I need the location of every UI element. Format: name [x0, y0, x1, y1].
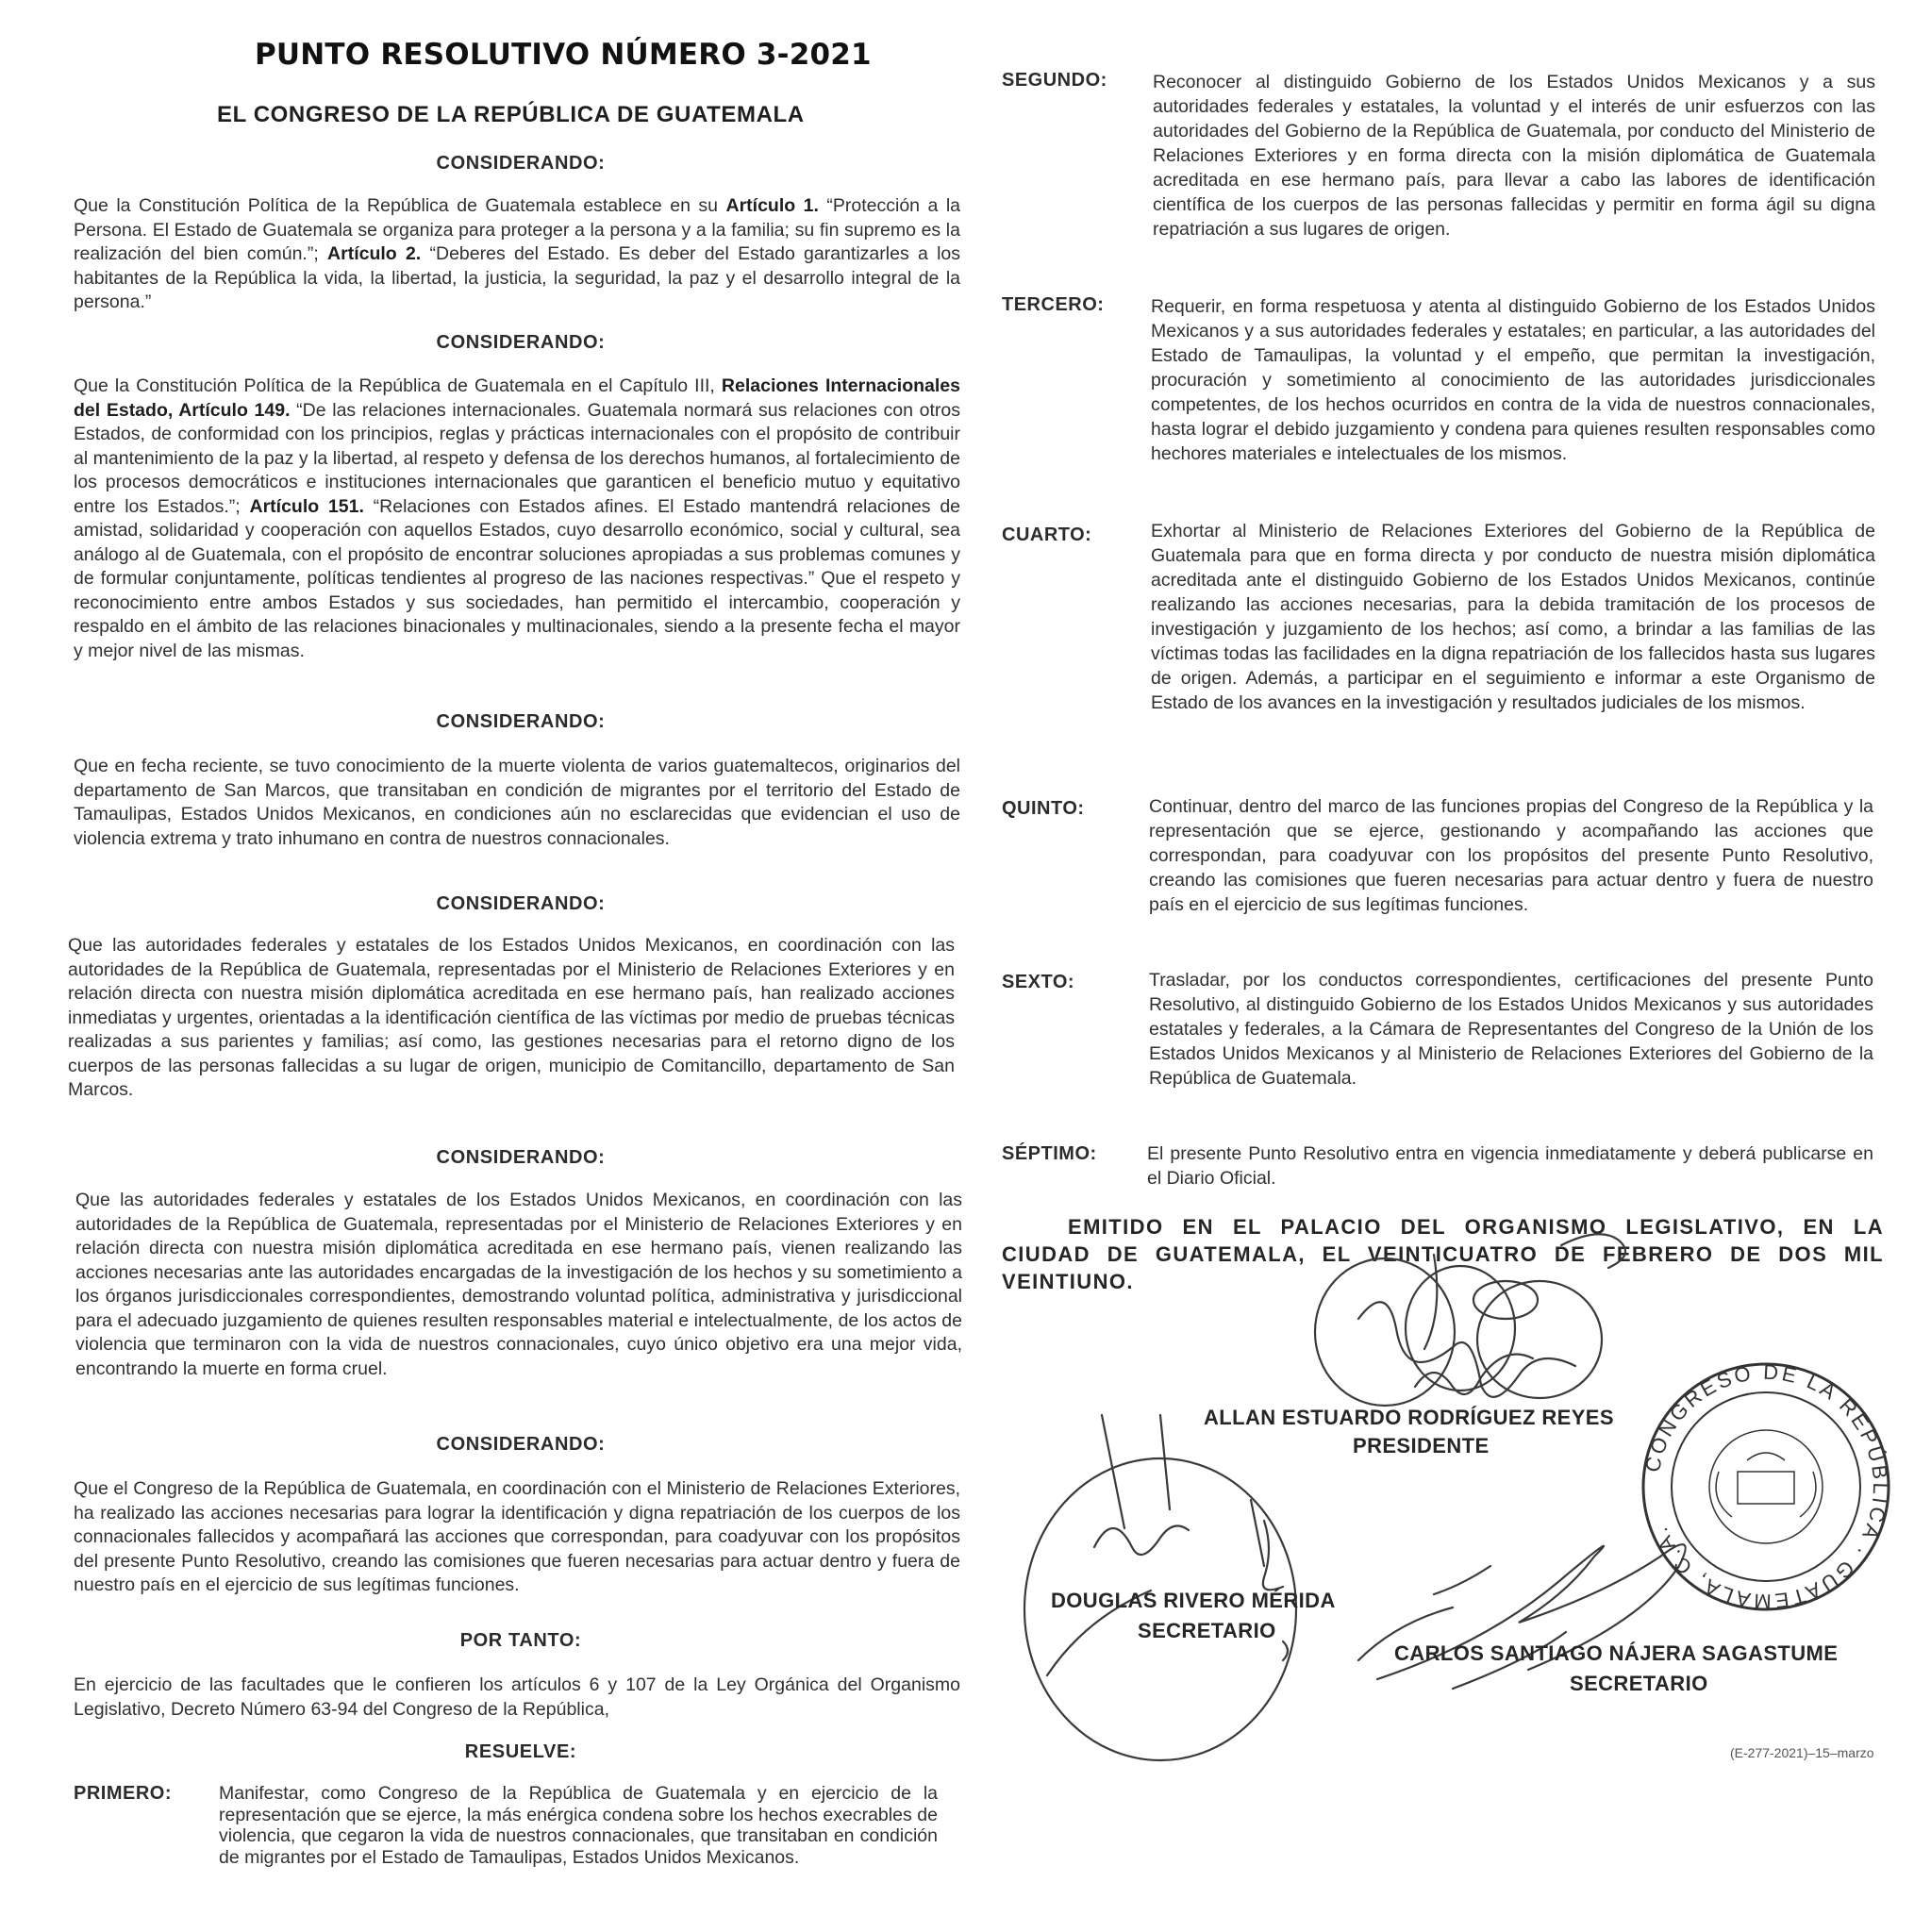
text-run: Que las autoridades federales y estatales de los Estados Unidos Mexicanos, en coordinación con las autoridades de la República de Guatemala, representadas por el Ministerio de Relaciones Exteriores y en relación directa con nuestra misión diplomática acreditada en ese hermano país, han realizado acciones inmediatas y urgentes, orientadas a la identificación científica de las víctimas por medio de pruebas técnicas realizadas a sus parientes y familias; así como, las gestiones necesarias para el retorno digno de los cuerpos de las personas fallecidas a su lugar de origen, municipio de Comitancillo, departamento de San Marcos. [68, 935, 955, 1100]
text-run: Que la Constitución Política de la República de Guatemala en el Capítulo III, [74, 375, 722, 396]
reference-code: (E-277-2021)–15–marzo [1730, 1745, 1874, 1760]
text-run: “De las relaciones internacionales. Guatemala normará sus relaciones con otros Estados, de conformidad con los principios, reglas y prácticas internacionales con el propósito de contribuir al mantenimiento de la paz y la libertad, al respeto y defensa de los derechos humanos, al fortalecimiento de los procesos democráticos e instituciones internacionales que garanticen el beneficio mutuo y equitativo entre los Estados.”; [74, 399, 960, 517]
text-run: Que la Constitución Política de la República de Guatemala establece en su [74, 195, 726, 216]
document-title: PUNTO RESOLUTIVO NÚMERO 3-2021 [255, 38, 872, 72]
text-run: “Relaciones con Estados afines. El Estado mantendrá relaciones de amistad, solidaridad y cooperación con aquellos Estados, cuyo desarrollo económico, social y cultural, sea análogo al de Guatemala, con el propósito de encontrar soluciones apropiadas a sus problemas comunes y de formular conjuntamente, políticas tendientes al progreso de las naciones respectivas.” Que el respeto y reconocimiento entre ambos Estados y sus sociedades, han permitido el intercambio, cooperación y respaldo en el ámbito de las relaciones binacionales y multinacionales, siendo a la presente fecha el mayor y mejor nivel de las mismas. [74, 495, 961, 661]
considerando-heading-5: CONSIDERANDO: [436, 1147, 606, 1168]
bold-text-run: Relaciones Internacionales del Estado, Artículo 149. [74, 375, 960, 421]
resolution-text-sexto: Trasladar, por los conductos correspondientes, certificaciones del presente Punto Resolutivo, al distinguido Gobierno de los Estados Unidos Mexicanos y sus autoridades estatales y federales, a la Cámara de Representantes del Congreso de la Unión de los Estados Unidos Mexicanos y al Ministerio de Relaciones Exteriores del Gobierno de la República de Guatemala. [1149, 970, 1873, 1089]
resuelve-heading: RESUELVE: [464, 1741, 577, 1762]
text-run: Que en fecha reciente, se tuvo conocimiento de la muerte violenta de varios guatemaltecos, originarios del departamento de San Marcos, que transitaban en condición de migrantes por el territorio del Estado de Tamaulipas, Estados Unidos Mexicanos, en condiciones aún no esclarecidas que evidencian el uso de violencia extrema y trato inhumano en contra de nuestros connacionales. [74, 756, 960, 849]
text-run: “Deberes del Estado. Es deber del Estado garantizarles a los habitantes de la República la vida, la libertad, la justicia, la seguridad, la paz y el desarrollo integral de la persona.” [74, 243, 960, 312]
secretary-2-role: SECRETARIO [1570, 1672, 1708, 1695]
resolution-label-segundo: SEGUNDO: [1002, 70, 1107, 91]
president-name: ALLAN ESTUARDO RODRÍGUEZ REYES [1204, 1406, 1614, 1429]
considerando-heading-1: CONSIDERANDO: [436, 153, 606, 174]
document-subtitle: EL CONGRESO DE LA REPÚBLICA DE GUATEMALA [217, 102, 805, 127]
congress-seal [1640, 1360, 1892, 1614]
secretary-2-signature [1358, 1544, 1686, 1689]
text-run: Que el Congreso de la República de Guatemala, en coordinación con el Ministerio de Relaciones Exteriores, ha realizado las acciones necesarias para lograr la identificación y digna repatriación de los cuerpos de los connacionales fallecidos y acompañará las acciones que correspondan, para coadyuvar con los propósitos del presente Punto Resolutivo, creando las comisiones que fueren necesarias para actuar dentro y fuera de nuestro país en el ejercicio de sus legítimas funciones. [74, 1478, 960, 1595]
secretary-1-name: DOUGLAS RIVERO MÉRIDA [1051, 1589, 1336, 1612]
resolution-label-primero: PRIMERO: [74, 1783, 172, 1804]
text-run: Que las autoridades federales y estatales de los Estados Unidos Mexicanos, en coordinación con las autoridades de la República de Guatemala, representadas por el Ministerio de Relaciones Exteriores y en relación directa con nuestra misión diplomática acreditada en ese hermano país, vienen realizando las acciones necesarias ante las autoridades encargadas de la investigación de los hechos y su sometimiento a los órganos jurisdiccionales correspondientes, demostrando voluntad política, administrativa y jurisdiccional para el adecuado juzgamiento de quienes resulten responsables material e intelectualmente, de los actos de violencia que terminaron con la vida de nuestros connacionales, cuyo único objetivo era una mejor vida, encontrando la muerte en forma cruel. [75, 1190, 962, 1379]
resolution-text-septimo: El presente Punto Resolutivo entra en vigencia inmediatamente y deberá publicarse en el Diario Oficial. [1147, 1143, 1873, 1189]
resolution-text-tercero: Requerir, en forma respetuosa y atenta al distinguido Gobierno de los Estados Unidos Mexicanos y a sus autoridades federales y estatales; en particular, a las autoridades del Estado de Tamaulipas, la voluntad y el empeño, que permitan la investigación, procuración y sometimiento al conocimiento de las autoridades jurisdiccionales competentes, de los hechos ocurridos en contra de la vida de nuestros connacionales, hasta lograr el debido juzgamiento y condena para quienes resulten responsables como hechores materiales e intelectuales de los mismos. [1151, 296, 1875, 464]
secretary-2-name: CARLOS SANTIAGO NÁJERA SAGASTUME [1394, 1641, 1839, 1665]
president-signature [1315, 1234, 1625, 1406]
resolution-label-tercero: TERCERO: [1002, 294, 1105, 315]
resolution-label-quinto: QUINTO: [1002, 798, 1085, 819]
president-role: PRESIDENTE [1353, 1434, 1490, 1457]
text-run: “Protección a la Persona. El Estado de Guatemala se organiza para proteger a la persona y a la familia; su fin supremo es la realización del bien común.”; [74, 195, 960, 264]
resolution-label-sexto: SEXTO: [1002, 972, 1075, 992]
considerando-heading-4: CONSIDERANDO: [436, 893, 606, 914]
bold-text-run: Artículo 1. [725, 195, 819, 216]
bold-text-run: Artículo 2. [327, 243, 422, 264]
por-tanto-heading: POR TANTO: [459, 1630, 582, 1651]
resolution-text-quinto: Continuar, dentro del marco de las funciones propias del Congreso de la República y la representación que se ejerce, gestionando y acompañando las acciones que correspondan, para coadyuvar con los propósitos del presente Punto Resolutivo, creando las comisiones que fueren necesarias para actuar dentro y fuera de nuestro país en el ejercicio de sus legítimas funciones. [1149, 796, 1873, 915]
por-tanto-paragraph: En ejercicio de las facultades que le confieren los artículos 6 y 107 de la Ley Orgánica del Organismo Legislativo, Decreto Número 63-94 del Congreso de la República, [74, 1674, 960, 1720]
resolution-text-segundo: Reconocer al distinguido Gobierno de los Estados Unidos Mexicanos y a sus autoridades federales y estatales, la voluntad y el interés de unir esfuerzos con las autoridades del Gobierno de la República de Guatemala, por conducto del Ministerio de Relaciones Exteriores y en forma directa con la misión diplomática de Guatemala acreditada en ese hermano país, para llevar a cabo las labores de identificación científica de los cuerpos de las personas fallecidas y permitir en forma ágil su digna repatriación a sus lugares de origen. [1153, 72, 1875, 240]
considerando-heading-3: CONSIDERANDO: [436, 711, 606, 732]
emission-statement: EMITIDO EN EL PALACIO DEL ORGANISMO LEGISLATIVO, EN LA CIUDAD DE GUATEMALA, EL VEINTICUATRO DE FEBRERO DE DOS MIL VEINTIUNO. [1002, 1215, 1884, 1293]
considerando-heading-6: CONSIDERANDO: [436, 1434, 606, 1455]
resolution-text-primero: Manifestar, como Congreso de la República de Guatemala y en ejercicio de la representación que se ejerce, la más enérgica condena sobre los hechos execrables de violencia, que cegaron la vida de nuestros connacionales, que transitaban en condición de migrantes por el Estado de Tamaulipas, Estados Unidos Mexicanos. [219, 1783, 938, 1868]
bold-text-run: Artículo 151. [249, 495, 364, 517]
seal-text: CONGRESO DE LA REPÚBLICA · GUATEMALA, C.A. [1640, 1359, 1893, 1614]
resolution-label-septimo: SÉPTIMO: [1002, 1143, 1097, 1164]
secretary-1-role: SECRETARIO [1138, 1619, 1276, 1642]
svg-text:CONGRESO DE LA REPÚBLICA · GUA [1640, 1360, 1892, 1614]
resolution-label-cuarto: CUARTO: [1002, 525, 1092, 545]
resolution-text-cuarto: Exhortar al Ministerio de Relaciones Exteriores del Gobierno de la República de Guatemala para que en forma directa y por conducto de nuestra misión diplomática acreditada ante el distinguido Gobierno de los Estados Unidos Mexicanos, continúe realizando las acciones necesarias, para la debida tramitación de los procesos de investigación y juzgamiento de los hechos; así como, a brindar a las familias de las víctimas todas las facilidades en la digna repatriación de los fallecidos hasta sus lugares de origen. Además, a participar en el seguimiento e informar a este Organismo de Estado de los avances en la investigación y resultados judiciales de los mismos. [1151, 521, 1875, 713]
secretary-1-signature [1024, 1415, 1296, 1760]
considerando-heading-2: CONSIDERANDO: [436, 332, 606, 353]
